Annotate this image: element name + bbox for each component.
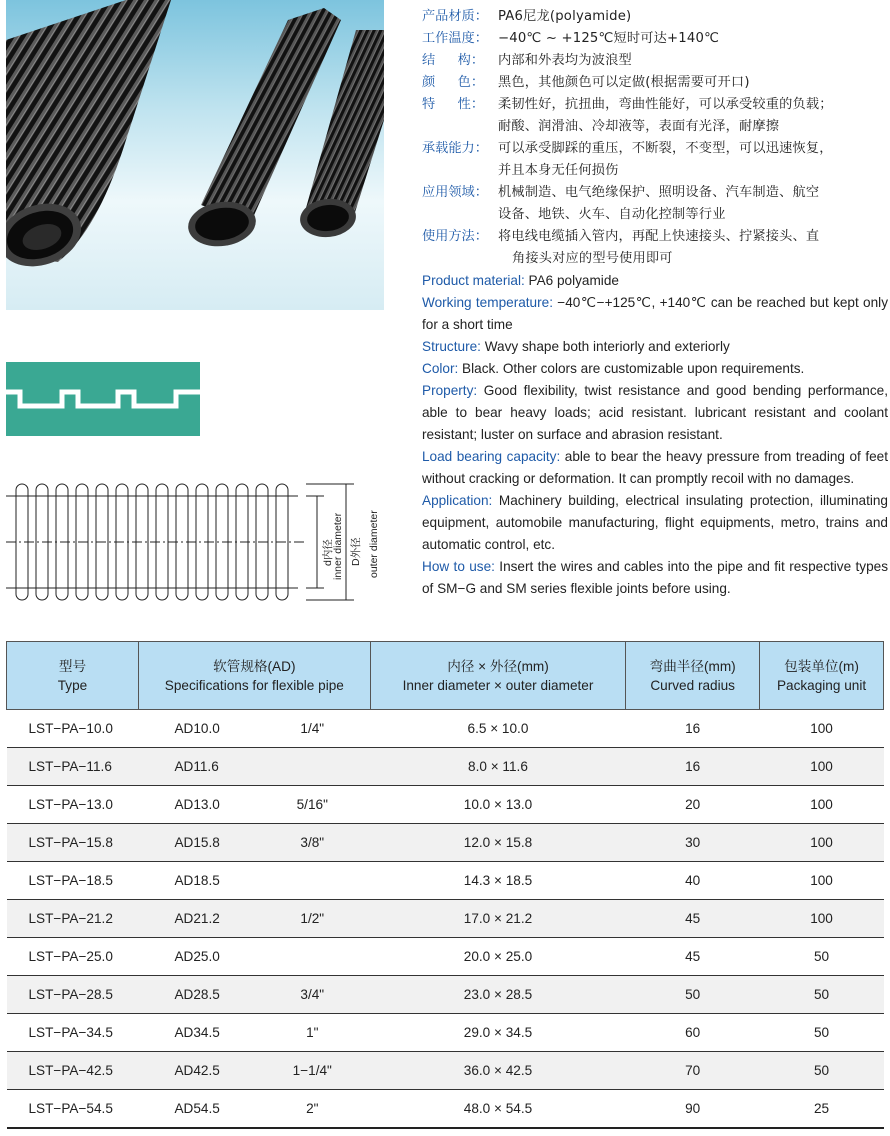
spec-cn-label: 应用领域：: [422, 185, 488, 200]
cell-type: LST−PA−42.5: [7, 1052, 139, 1090]
spec-en-load: Load bearing capacity: able to bear the heavy pressure from treading of feet without cracking or deformation. It can promptly recoil with no damages.: [422, 449, 888, 486]
cell-dimension: 6.5 × 10.0: [370, 710, 626, 748]
cell-dimension: 36.0 × 42.5: [370, 1052, 626, 1090]
header-diameter: 内径 × 外径(mm) Inner diameter × outer diameter: [370, 642, 626, 710]
cell-radius: 70: [626, 1052, 760, 1090]
cell-inch: 1": [254, 1014, 370, 1052]
cell-packaging: 100: [760, 710, 884, 748]
cell-packaging: 100: [760, 824, 884, 862]
spec-en-structure: Structure: Wavy shape both interiorly and exteriorly: [422, 339, 730, 354]
cell-ad: AD11.6: [138, 748, 254, 786]
d-inner-cn-label: d内径: [322, 539, 334, 566]
spec-cn-label: 颜 色：: [422, 75, 484, 90]
spec-cn-material: [422, 6, 888, 28]
cell-dimension: 48.0 × 54.5: [370, 1090, 626, 1129]
cell-type: LST−PA−34.5: [7, 1014, 139, 1052]
cell-packaging: 50: [760, 938, 884, 976]
cell-inch: 3/4": [254, 976, 370, 1014]
cell-ad: AD13.0: [138, 786, 254, 824]
cell-inch: 5/16": [254, 786, 370, 824]
cell-packaging: 25: [760, 1090, 884, 1129]
spec-cn-color: [422, 72, 888, 94]
cell-packaging: 50: [760, 976, 884, 1014]
cell-radius: 45: [626, 900, 760, 938]
cell-inch: 2": [254, 1090, 370, 1129]
cell-type: LST−PA−54.5: [7, 1090, 139, 1129]
cell-type: LST−PA−13.0: [7, 786, 139, 824]
spec-cn-value: PA6尼龙(polyamide): [498, 9, 632, 24]
cell-ad: AD15.8: [138, 824, 254, 862]
cell-radius: 30: [626, 824, 760, 862]
pipe-dimension-drawing: [6, 468, 416, 618]
cell-ad: AD28.5: [138, 976, 254, 1014]
cell-radius: 20: [626, 786, 760, 824]
cell-dimension: 14.3 × 18.5: [370, 862, 626, 900]
header-packaging: 包装单位(m) Packaging unit: [760, 642, 884, 710]
cell-packaging: 50: [760, 1052, 884, 1090]
cell-ad: AD18.5: [138, 862, 254, 900]
spec-cn-value: 黑色，其他颜色可以定做(根据需要可开口): [498, 75, 750, 90]
cell-packaging: 100: [760, 748, 884, 786]
cell-dimension: 17.0 × 21.2: [370, 900, 626, 938]
spec-text: [422, 6, 888, 600]
cell-type: LST−PA−11.6: [7, 748, 139, 786]
table-row: [7, 710, 884, 748]
spec-cn-load: [422, 138, 888, 182]
cell-type: LST−PA−10.0: [7, 710, 139, 748]
cell-dimension: 20.0 × 25.0: [370, 938, 626, 976]
cell-packaging: 100: [760, 862, 884, 900]
spec-en-color: Color: Black. Other colors are customizable upon requirements.: [422, 361, 805, 376]
table-row: [7, 862, 884, 900]
spec-cn-value: 机械制造、电气绝缘保护、照明设备、汽车制造、航空 设备、地铁、火车、自动化控制等行业: [498, 185, 820, 222]
cell-type: LST−PA−21.2: [7, 900, 139, 938]
spec-cn-application: [422, 182, 888, 226]
spec-en-property: Property: Good flexibility, twist resistance and good bending performance, able to bear heavy loads; acid resistant. lubricant resistant and coolant resistant; luster on surface and abrasion resistant.: [422, 383, 888, 442]
D-outer-cn-label: D外径: [350, 537, 362, 566]
spec-cn-label: 结 构：: [422, 53, 484, 68]
cell-type: LST−PA−15.8: [7, 824, 139, 862]
cell-inch: [254, 748, 370, 786]
cell-inch: 3/8": [254, 824, 370, 862]
table-header-row: [7, 642, 884, 710]
product-photo: [6, 0, 384, 310]
cell-ad: AD54.5: [138, 1090, 254, 1129]
spec-cn-label: 特 性：: [422, 97, 484, 112]
spec-cn-label: 产品材质：: [422, 9, 488, 24]
wall-profile-illustration: [6, 362, 200, 436]
cell-packaging: 50: [760, 1014, 884, 1052]
spec-cn-value: 将电线电缆插入管内，再配上快速接头、拧紧接头、直 角接头对应的型号使用即可: [498, 229, 820, 266]
D-outer-en-label: outer diameter: [368, 510, 380, 578]
table-row: [7, 900, 884, 938]
cell-radius: 16: [626, 748, 760, 786]
cell-ad: AD42.5: [138, 1052, 254, 1090]
cell-dimension: 12.0 × 15.8: [370, 824, 626, 862]
spec-table: [6, 641, 884, 1129]
cell-radius: 16: [626, 710, 760, 748]
cell-radius: 60: [626, 1014, 760, 1052]
spec-cn-label: 工作温度：: [422, 31, 488, 46]
table-row: [7, 1090, 884, 1129]
wave-profile-shape: [6, 362, 200, 436]
spec-cn-value: 柔韧性好，抗扭曲，弯曲性能好，可以承受较重的负载； 耐酸、润滑油、冷却液等，表面有光泽，耐摩擦: [498, 97, 833, 134]
cell-inch: [254, 862, 370, 900]
spec-en-material: Product material: PA6 polyamide: [422, 273, 619, 288]
spec-cn-label: 承载能力：: [422, 141, 488, 156]
spec-cn-temperature: [422, 28, 888, 50]
table-row: [7, 976, 884, 1014]
cell-inch: 1/2": [254, 900, 370, 938]
cell-type: LST−PA−28.5: [7, 976, 139, 1014]
cell-ad: AD10.0: [138, 710, 254, 748]
cell-ad: AD34.5: [138, 1014, 254, 1052]
cell-type: LST−PA−18.5: [7, 862, 139, 900]
cell-radius: 45: [626, 938, 760, 976]
cell-type: LST−PA−25.0: [7, 938, 139, 976]
cell-dimension: 29.0 × 34.5: [370, 1014, 626, 1052]
spec-en-application: Application: Machinery building, electrical insulating protection, illuminating equipment, automobile manufacturing, flight equipments, metro, trains and automatic control, etc.: [422, 493, 888, 552]
table-row: [7, 938, 884, 976]
table-row: [7, 1014, 884, 1052]
cell-ad: AD25.0: [138, 938, 254, 976]
spec-cn-usage: [422, 226, 888, 270]
spec-en-usage: How to use: Insert the wires and cables into the pipe and fit respective types of SM−G and SM series flexible joints before using.: [422, 559, 888, 596]
spec-cn-value: −40℃ ~ +125℃短时可达+140℃: [498, 31, 720, 46]
spec-cn-value: 可以承受脚踩的重压，不断裂，不变型，可以迅速恢复， 并且本身无任何损伤: [498, 141, 833, 178]
header-type: 型号 Type: [7, 642, 139, 710]
table-row: [7, 824, 884, 862]
table-row: [7, 786, 884, 824]
table-row: [7, 748, 884, 786]
cell-radius: 50: [626, 976, 760, 1014]
cell-ad: AD21.2: [138, 900, 254, 938]
cell-inch: 1/4": [254, 710, 370, 748]
spec-en-temperature: Working temperature: −40℃−+125℃, +140℃ can be reached but kept only for a short time: [422, 295, 888, 332]
cell-radius: 40: [626, 862, 760, 900]
spec-cn-value: 内部和外表均为波浪型: [498, 53, 632, 68]
spec-cn-label: 使用方法：: [422, 229, 488, 244]
corrugated-pipes-illustration: [6, 0, 384, 310]
cell-dimension: 23.0 × 28.5: [370, 976, 626, 1014]
cell-dimension: 10.0 × 13.0: [370, 786, 626, 824]
d-inner-en-label: inner diameter: [332, 512, 344, 580]
spec-cn-property: [422, 94, 888, 138]
cell-inch: 1−1/4": [254, 1052, 370, 1090]
header-spec: 软管规格(AD) Specifications for flexible pipe: [138, 642, 370, 710]
cell-radius: 90: [626, 1090, 760, 1129]
cell-packaging: 100: [760, 786, 884, 824]
spec-cn-structure: [422, 50, 888, 72]
cell-inch: [254, 938, 370, 976]
header-radius: 弯曲半径(mm) Curved radius: [626, 642, 760, 710]
cell-dimension: 8.0 × 11.6: [370, 748, 626, 786]
cell-packaging: 100: [760, 900, 884, 938]
table-row: [7, 1052, 884, 1090]
